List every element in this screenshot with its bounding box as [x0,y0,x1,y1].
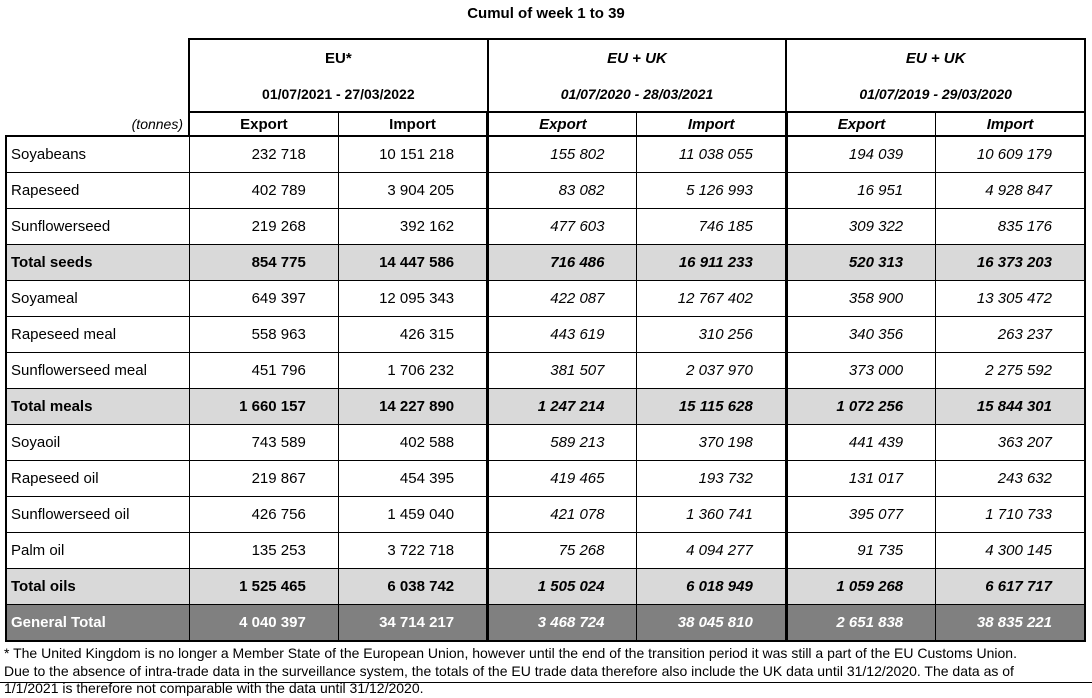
value-cell: 310 256 [637,317,786,353]
row-label: Rapeseed oil [6,461,189,497]
value-cell: 131 017 [786,461,935,497]
value-cell: 232 718 [189,136,338,173]
table-body [6,136,1085,641]
group-period: 01/07/2019 - 29/03/2020 [859,85,1012,102]
table-row [6,389,1085,425]
table-row [6,425,1085,461]
value-cell: 6 018 949 [637,569,786,605]
group-period: 01/07/2020 - 28/03/2021 [560,85,714,102]
value-cell: 1 059 268 [786,569,935,605]
value-cell: 6 617 717 [936,569,1085,605]
value-cell: 91 735 [786,533,935,569]
row-label: Rapeseed meal [6,317,189,353]
import-column-header: Import [338,112,487,136]
value-cell: 558 963 [189,317,338,353]
footnote-line: * The United Kingdom is no longer a Member State of the European Union, however until the end of the transition period it was still a part of the EU Customs Union. [4,645,1017,661]
value-cell: 392 162 [338,209,487,245]
value-cell: 1 660 157 [189,389,338,425]
table-row [6,281,1085,317]
value-cell: 14 447 586 [338,245,487,281]
value-cell: 1 525 465 [189,569,338,605]
value-cell: 4 928 847 [936,173,1085,209]
value-cell: 13 305 472 [936,281,1085,317]
value-cell: 395 077 [786,497,935,533]
value-cell: 2 651 838 [786,605,935,642]
group-name: EU + UK [607,49,667,67]
value-cell: 649 397 [189,281,338,317]
value-cell: 1 459 040 [338,497,487,533]
value-cell: 451 796 [189,353,338,389]
row-label: Total oils [6,569,189,605]
footnote-line: 1/1/2021 is therefore not comparable with the data until 31/12/2020. [4,680,424,696]
value-cell: 11 038 055 [637,136,786,173]
value-cell: 854 775 [189,245,338,281]
value-cell: 3 722 718 [338,533,487,569]
value-cell: 10 609 179 [936,136,1085,173]
group-name: EU* [324,49,352,67]
value-cell: 4 300 145 [936,533,1085,569]
value-cell: 309 322 [786,209,935,245]
value-cell: 381 507 [488,353,637,389]
value-cell: 443 619 [488,317,637,353]
row-label: Soyameal [6,281,189,317]
footnote [4,645,1090,698]
value-cell: 835 176 [936,209,1085,245]
footnote-line: Due to the absence of intra-trade data in the surveillance system, the totals of the EU trade data therefore also include the UK data until 31/12/2020. The data as of [4,662,1014,679]
row-label: Soyabeans [6,136,189,173]
value-cell: 340 356 [786,317,935,353]
row-label: Sunflowerseed [6,209,189,245]
value-cell: 155 802 [488,136,637,173]
value-cell: 12 767 402 [637,281,786,317]
value-cell: 419 465 [488,461,637,497]
value-cell: 14 227 890 [338,389,487,425]
row-label: Rapeseed [6,173,189,209]
table-row [6,173,1085,209]
value-cell: 520 313 [786,245,935,281]
value-cell: 263 237 [936,317,1085,353]
value-cell: 2 037 970 [637,353,786,389]
value-cell: 402 789 [189,173,338,209]
value-cell: 15 115 628 [637,389,786,425]
table-row [6,136,1085,173]
value-cell: 370 198 [637,425,786,461]
trade-table [5,38,1086,642]
value-cell: 1 505 024 [488,569,637,605]
value-cell: 16 373 203 [936,245,1085,281]
table-row [6,497,1085,533]
value-cell: 15 844 301 [936,389,1085,425]
row-label: Soyaoil [6,425,189,461]
group-header-row [6,39,1085,112]
table-row [6,209,1085,245]
value-cell: 219 268 [189,209,338,245]
value-cell: 3 468 724 [488,605,637,642]
export-column-header: Export [189,112,338,136]
value-cell: 243 632 [936,461,1085,497]
value-cell: 454 395 [338,461,487,497]
value-cell: 16 911 233 [637,245,786,281]
value-cell: 135 253 [189,533,338,569]
value-cell: 402 588 [338,425,487,461]
value-cell: 422 087 [488,281,637,317]
value-cell: 10 151 218 [338,136,487,173]
value-cell: 1 706 232 [338,353,487,389]
value-cell: 426 756 [189,497,338,533]
column-header-row [6,112,1085,136]
value-cell: 5 126 993 [637,173,786,209]
value-cell: 219 867 [189,461,338,497]
value-cell: 12 095 343 [338,281,487,317]
value-cell: 75 268 [488,533,637,569]
table-row [6,569,1085,605]
value-cell: 2 275 592 [936,353,1085,389]
value-cell: 743 589 [189,425,338,461]
value-cell: 1 360 741 [637,497,786,533]
group-period: 01/07/2021 - 27/03/2022 [262,85,415,102]
value-cell: 373 000 [786,353,935,389]
value-cell: 4 094 277 [637,533,786,569]
bottom-divider [0,682,1092,683]
group-header-eu-uk-2020 [488,39,787,112]
row-label: Palm oil [6,533,189,569]
group-header-eu-uk-2019 [786,39,1085,112]
value-cell: 358 900 [786,281,935,317]
value-cell: 38 835 221 [936,605,1085,642]
header-spacer [6,39,189,112]
value-cell: 716 486 [488,245,637,281]
export-column-header: Export [786,112,935,136]
table-row [6,353,1085,389]
value-cell: 589 213 [488,425,637,461]
value-cell: 38 045 810 [637,605,786,642]
value-cell: 16 951 [786,173,935,209]
row-label: Total seeds [6,245,189,281]
value-cell: 34 714 217 [338,605,487,642]
value-cell: 193 732 [637,461,786,497]
group-header-eu [189,39,488,112]
table-row [6,533,1085,569]
value-cell: 6 038 742 [338,569,487,605]
export-column-header: Export [488,112,637,136]
unit-label: (tonnes) [6,112,189,136]
import-column-header: Import [637,112,786,136]
value-cell: 3 904 205 [338,173,487,209]
value-cell: 746 185 [637,209,786,245]
table-row [6,245,1085,281]
row-label: Sunflowerseed meal [6,353,189,389]
value-cell: 1 710 733 [936,497,1085,533]
table-row [6,605,1085,642]
group-name: EU + UK [905,49,966,67]
import-column-header: Import [936,112,1085,136]
value-cell: 1 247 214 [488,389,637,425]
value-cell: 83 082 [488,173,637,209]
value-cell: 426 315 [338,317,487,353]
row-label: Total meals [6,389,189,425]
page-title: Cumul of week 1 to 39 [467,5,625,22]
value-cell: 1 072 256 [786,389,935,425]
value-cell: 194 039 [786,136,935,173]
value-cell: 4 040 397 [189,605,338,642]
row-label: General Total [6,605,189,642]
value-cell: 363 207 [936,425,1085,461]
row-label: Sunflowerseed oil [6,497,189,533]
table-row [6,317,1085,353]
value-cell: 441 439 [786,425,935,461]
value-cell: 477 603 [488,209,637,245]
table-row [6,461,1085,497]
value-cell: 421 078 [488,497,637,533]
